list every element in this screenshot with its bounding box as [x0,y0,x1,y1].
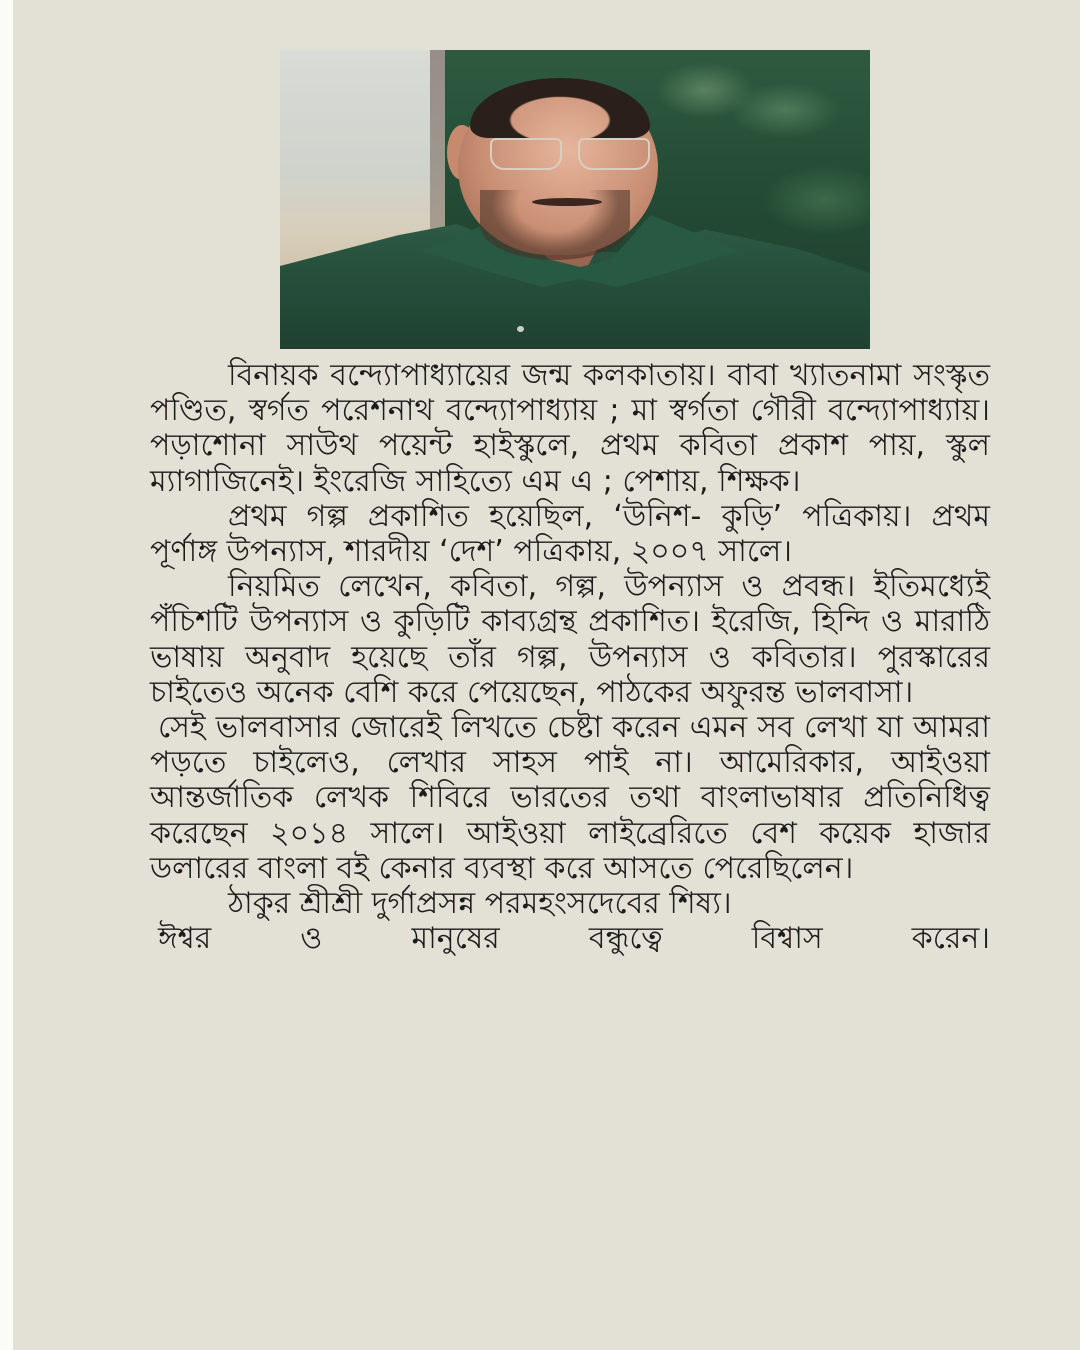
author-biography [150,358,990,956]
bio-paragraph-works: নিয়মিত লেখেন, কবিতা, গল্প, উপন্যাস ও প্রবন্ধ। ইতিমধ্যেই পঁচিশটি উপন্যাস ও কুড়িটি কাব্যগ্রন্থ প্রকাশিত। ইরেজি, হিন্দি ও মারাঠি ভাষায় অনুবাদ হয়েছে তাঁর গল্প, উপন্যাস ও কবিতার। পুরস্কারের চাইতেও অনেক বেশি করে পেয়েছেন, পাঠকের অফুরন্ত ভালবাসা। [150,569,990,710]
photo-shirt-button [517,326,524,332]
photo-mustache [532,198,602,206]
bio-paragraph-birth-education: বিনায়ক বন্দ্যোপাধ্যায়ের জন্ম কলকাতায়। বাবা খ্যাতনামা সংস্কৃত পণ্ডিত, স্বর্গত পরেশনাথ বন্দ্যোপাধ্যায় ; মা স্বর্গতা গৌরী বন্দ্যোপাধ্যায়। পড়াশোনা সাউথ পয়েন্ট হাইস্কুলে, প্রথম কবিতা প্রকাশ পায়, স্কুল ম্যাগাজিনেই। ইংরেজি সাহিত্যে এম এ ; পেশায়, শিক্ষক। [150,358,990,499]
scan-edge-strip [0,0,13,1350]
bio-paragraph-first-publication: প্রথম গল্প প্রকাশিত হয়েছিল, ‘উনিশ- কুড়ি’ পত্রিকায়। প্রথম পূর্ণাঙ্গ উপন্যাস, শারদীয় ‘দেশ’ পত্রিকায়, ২০০৭ সালে। [150,498,990,570]
author-portrait-photo [280,50,870,349]
bio-paragraph-iowa: সেই ভালবাসার জোরেই লিখতে চেষ্টা করেন এমন সব লেখা যা আমরা পড়তে চাইলেও, লেখার সাহস পাই না। আমেরিকার, আইওয়া আন্তর্জাতিক লেখক শিবিরে ভারতের তথা বাংলাভাষার প্রতিনিধিত্ব করেছেন ২০১৪ সালে। আইওয়া লাইব্রেরিতে বেশ কয়েক হাজার ডলারের বাংলা বই কেনার ব্যবস্থা করে আসতে পেরেছিলেন। [150,710,990,886]
bio-paragraph-belief: ঈশ্বর ও মানুষের বন্ধুত্বে বিশ্বাস করেন। [158,921,990,957]
document-page [13,0,1080,1350]
bio-paragraph-disciple: ঠাকুর শ্রীশ্রী দুর্গাপ্রসন্ন পরমহংসদেবের শিষ্য। [228,886,732,922]
photo-glasses [490,138,660,168]
